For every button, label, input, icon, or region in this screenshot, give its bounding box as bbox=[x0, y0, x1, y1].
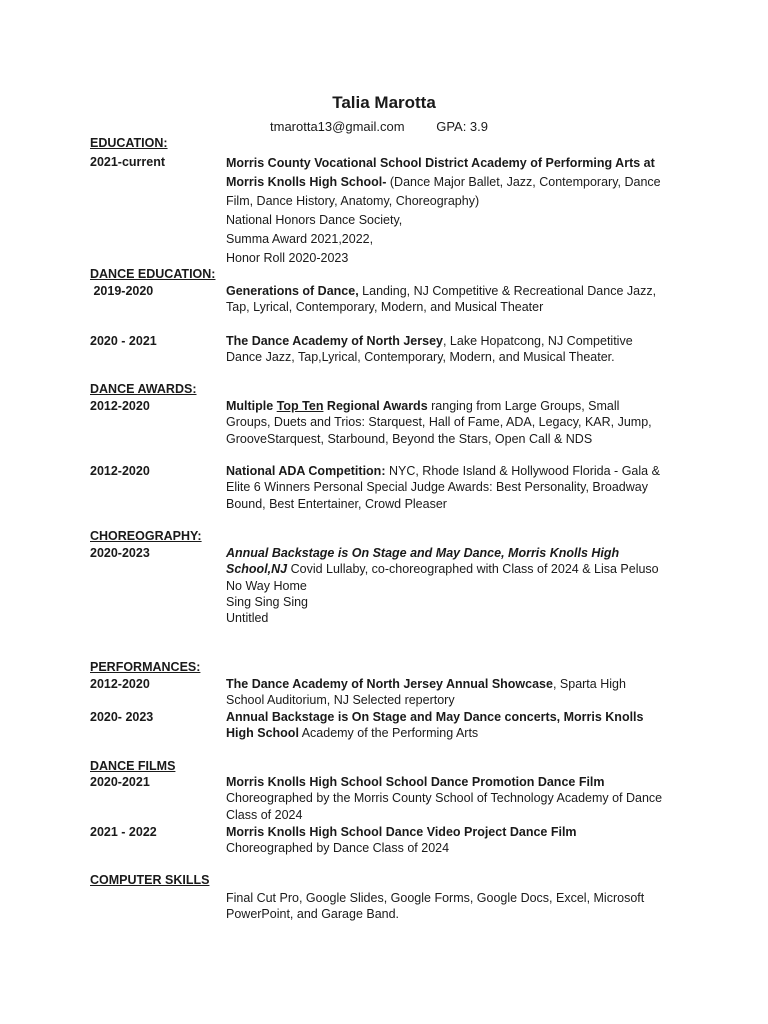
performance-title: The Dance Academy of North Jersey Annual Showcase bbox=[226, 677, 553, 691]
entry-date: 2020-2021 bbox=[90, 775, 150, 789]
education-date: 2021-current bbox=[90, 155, 166, 169]
award-title bbox=[226, 399, 428, 413]
education-entry bbox=[226, 154, 666, 268]
entry-title: Generations of Dance, bbox=[226, 284, 359, 298]
education-honor: Summa Award 2021,2022, bbox=[226, 232, 374, 246]
performance-details: , Sparta High School Auditorium, NJ Selected repertory bbox=[226, 677, 626, 708]
award-entry bbox=[226, 463, 666, 512]
award-details: ranging from Large Groups, Small Groups, Duets and Trios: Starquest, Hall of Fame, ADA, Legacy, KAR, Jump, GrooveStarquest, Starbound, Beyond the Stars, Open Call & NDS bbox=[226, 399, 652, 446]
performance-details: Academy of the Performing Arts bbox=[298, 726, 479, 741]
performance-entry bbox=[226, 709, 666, 742]
section-education-heading: EDUCATION: bbox=[90, 136, 168, 150]
choreography-piece: No Way Home bbox=[226, 578, 307, 593]
entry-details: , Lake Hopatcong, NJ Competitive Dance Jazz, Tap,Lyrical, Contemporary, Modern, and Musical Theater. bbox=[226, 334, 633, 365]
education-honor: Honor Roll 2020-2023 bbox=[226, 251, 349, 265]
section-dance-education-heading: DANCE EDUCATION: bbox=[90, 267, 216, 281]
entry-date: 2019-2020 bbox=[90, 284, 154, 298]
section-dance-films-heading: DANCE FILMS bbox=[90, 759, 176, 773]
section-dance-awards-heading: DANCE AWARDS: bbox=[90, 382, 197, 396]
award-details: NYC, Rhode Island & Hollywood Florida - Gala & Elite 6 Winners Personal Special Judge Awards: Best Personality, Broadway Bound, Best Entertainer, Crowd Pleaser bbox=[226, 464, 660, 511]
section-performances-heading: PERFORMANCES: bbox=[90, 660, 201, 674]
choreography-piece: Untitled bbox=[226, 611, 269, 626]
entry-date: 2012-2020 bbox=[90, 399, 150, 413]
section-choreography-heading: CHOREOGRAPHY: bbox=[90, 529, 202, 543]
dance-education-entry bbox=[226, 333, 666, 366]
award-title-part: Multiple bbox=[226, 399, 277, 413]
award-entry bbox=[226, 398, 666, 447]
film-details: Choreographed by Dance Class of 2024 bbox=[226, 841, 450, 856]
entry-date: 2021 - 2022 bbox=[90, 825, 157, 839]
entry-date: 2020-2023 bbox=[90, 546, 150, 560]
computer-skills-text: Final Cut Pro, Google Slides, Google Forms, Google Docs, Excel, Microsoft PowerPoint, and Garage Band. bbox=[226, 891, 645, 922]
entry-details: Landing, NJ Competitive & Recreational Dance Jazz, Tap, Lyrical, Contemporary, Modern, and Musical Theater bbox=[226, 284, 657, 315]
resume-name: Talia Marotta bbox=[332, 93, 436, 112]
film-details: Choreographed by the Morris County School of Technology Academy of Dance Class of 2024 bbox=[226, 791, 663, 822]
choreography-piece: Sing Sing Sing bbox=[226, 594, 309, 609]
dance-education-entry bbox=[226, 283, 666, 316]
school-details: (Dance Major Ballet, Jazz, Contemporary, Dance Film, Dance History, Anatomy, Choreography) bbox=[226, 175, 661, 208]
choreography-title: Annual Backstage is On Stage and May Dance, Morris Knolls High School,NJ bbox=[226, 546, 620, 577]
choreography-details: Covid Lullaby, co-choreographed with Class of 2024 & Lisa Peluso bbox=[287, 562, 659, 577]
section-computer-skills-heading: COMPUTER SKILLS bbox=[90, 873, 210, 887]
film-title: Morris Knolls High School Dance Video Project Dance Film bbox=[226, 825, 577, 839]
school-name: Morris County Vocational School District Academy of Performing Arts at Morris Knolls High School- bbox=[226, 156, 655, 189]
education-honor: National Honors Dance Society, bbox=[226, 213, 403, 227]
contact-line bbox=[270, 119, 488, 134]
performance-title: Annual Backstage is On Stage and May Dance concerts, Morris Knolls High School bbox=[226, 710, 644, 741]
email-text: tmarotta13@gmail.com bbox=[270, 119, 405, 134]
award-title-underlined: Top Ten bbox=[276, 399, 324, 413]
education-school bbox=[226, 154, 666, 211]
film-entry bbox=[226, 824, 666, 857]
entry-date: 2012-2020 bbox=[90, 677, 150, 691]
award-title: National ADA Competition: bbox=[226, 464, 386, 478]
entry-date: 2012-2020 bbox=[90, 464, 150, 478]
entry-date: 2020 - 2021 bbox=[90, 334, 157, 348]
film-title: Morris Knolls High School School Dance Promotion Dance Film bbox=[226, 775, 605, 789]
performance-entry bbox=[226, 676, 666, 709]
award-title-part: Regional Awards bbox=[323, 399, 428, 413]
entry-date: 2020- 2023 bbox=[90, 710, 154, 724]
gpa-text: GPA: 3.9 bbox=[436, 119, 488, 134]
entry-title: The Dance Academy of North Jersey bbox=[226, 334, 443, 348]
choreography-entry bbox=[226, 545, 666, 626]
film-entry bbox=[226, 774, 666, 823]
